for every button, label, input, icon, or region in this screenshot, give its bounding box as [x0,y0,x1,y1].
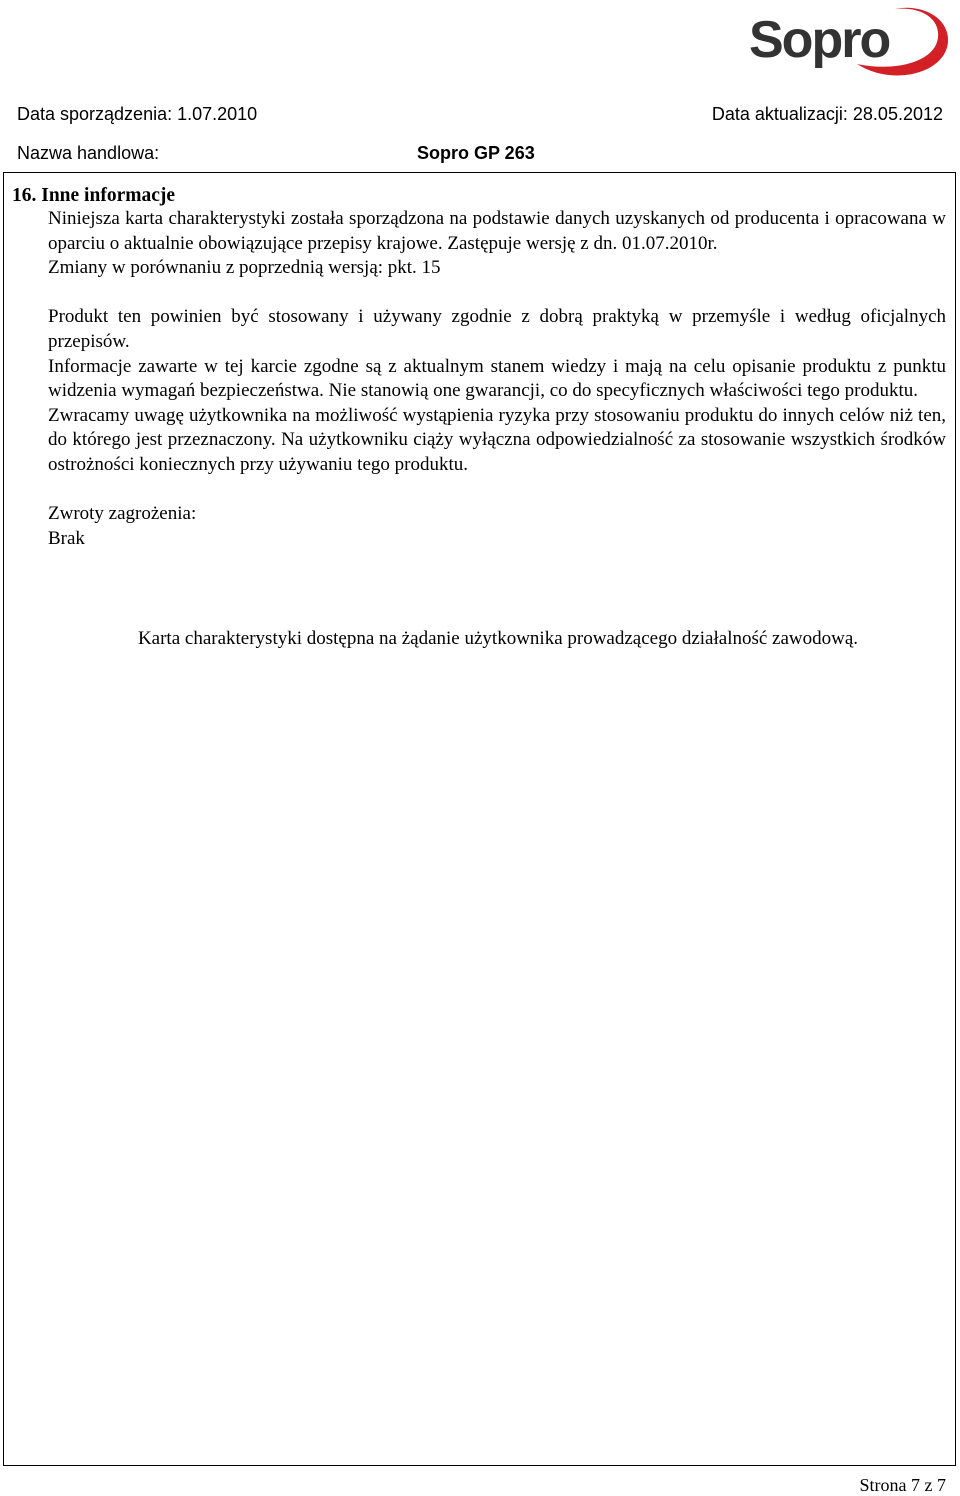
trade-name-value: Sopro GP 263 [417,143,535,163]
availability-note: Karta charakterystyki dostępna na żądanie użytkownika prowadzącego działalność zawodową. [137,628,859,649]
paragraph-information: Informacje zawarte w tej karcie zgodne są z aktualnym stanem wiedzy i mają na celu opisanie produktu z punktu widzenia wymagań bezpieczeństwa. Nie stanowią one gwarancji, co do specyficznych właściwości tego produktu. [48,355,946,402]
updated-date: Data aktualizacji: 28.05.2012 [711,104,943,124]
paragraph-risk: Zwracamy uwagę użytkownika na możliwość wystąpienia ryzyka przy stosowaniu produktu do innych celów niż ten, do którego jest przeznaczony. Na użytkowniku ciąży wyłączna odpowiedzialność za stosowanie wszystkich środków ostrożności koniecznych przy używaniu tego produktu. [48,404,946,475]
logo-text: Sopro [749,11,890,69]
paragraph-changes: Zmiany w porównaniu z poprzednią wersją: pkt. 15 [48,257,441,279]
paragraph-usage: Produkt ten powinien być stosowany i używany zgodnie z dobrą praktyką w przemyśle i według oficjalnych przepisów. [48,306,946,352]
page-number: Strona 7 z 7 [859,1475,946,1495]
paragraph-source: Niniejsza karta charakterystyki została sporządzona na podstawie danych uzyskanych od producenta i opracowana w oparciu o aktualnie obowiązujące przepisy krajowe. Zastępuje wersję z dn. 01.07.2010r. [48,208,946,254]
sopro-logo [745,2,950,82]
section-title: 16. Inne informacje [12,185,176,206]
section-body [48,207,946,551]
trade-name-label: Nazwa handlowa: [17,143,160,163]
hazard-phrases-value: Brak [48,527,85,549]
hazard-phrases-label: Zwroty zagrożenia: [48,503,197,525]
created-date: Data sporządzenia: 1.07.2010 [17,104,258,124]
